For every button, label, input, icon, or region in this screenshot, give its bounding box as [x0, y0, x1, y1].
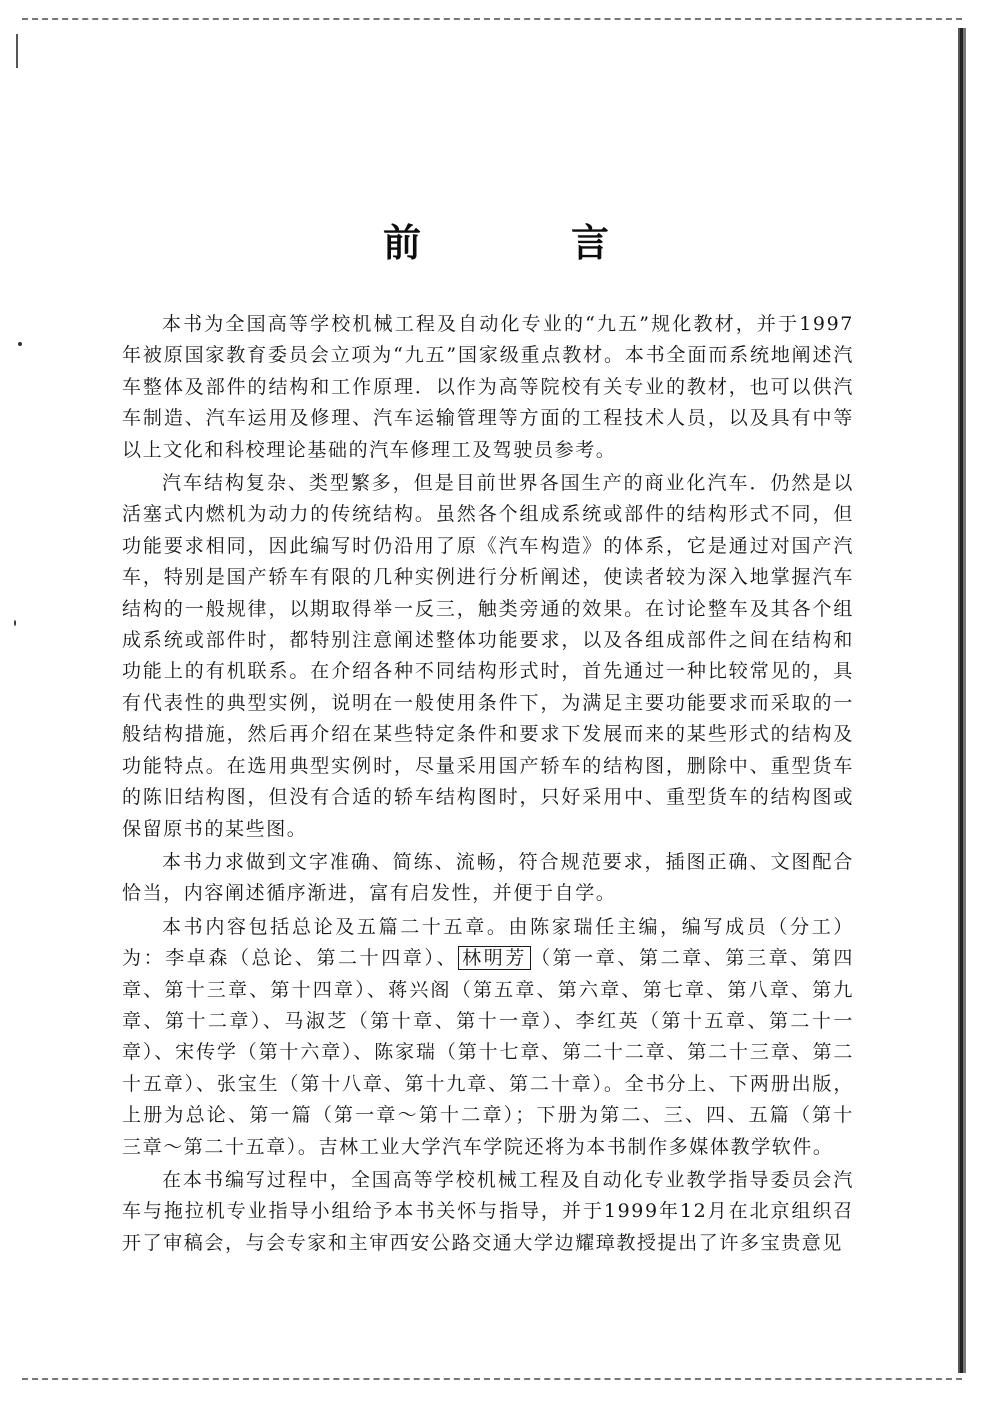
page-title: 前 言 [382, 221, 665, 265]
paragraph-3: 本书力求做到文字准确、简练、流畅，符合规范要求，插图正确、文图配合恰当，内容阐述循序渐进，富有启发性，并便于自学。 [122, 850, 854, 905]
paragraph-2: 汽车结构复杂、类型繁多，但是目前世界各国生产的商业化汽车．仍然是以活塞式内燃机为动力的传统结构。虽然各个组成系统或部件的结构形式不同，但功能要求相同，因此编写时仍沿用了原《汽车构造》的体系，它是通过对国产汽车，特别是国产轿车有限的几种实例进行分析阐述，使读者较为深入地掌握汽车结构的一般规律，以期取得举一反三，触类旁通的效果。在讨论整车及其各个组成系统或部件时，都特别注意阐述整体功能要求，以及各组成部件之间在结构和功能上的有机联系。在介绍各种不同结构形式时，首先通过一种比较常见的，具有代表性的典型实例，说明在一般使用条件下，为满足主要功能要求而采取的一般结构措施，然后再介绍在某些特定条件和要求下发展而来的某些形式的结构及功能特点。在选用典型实例时，尽量采用国产轿车的结构图，删除中、重型货车的陈旧结构图，但没有合适的轿车结构图时，只好采用中、重型货车的结构图或保留原书的某些图。 [122, 472, 854, 840]
scan-edge-top [22, 18, 962, 20]
scan-edge-left [16, 34, 18, 68]
paragraph-4-end: （第一章、第二章、第三章、第四章、第十三章、第十四章）、蒋兴阁（第五章、第六章、第七章、第八章、第九章、第十二章）、马淑芝（第十章、第十一章）、李红英（第十五章、第二十一章）、宋传学（第十六章）、陈家瑞（第十七章、第二十二章、第二十三章、第二十五章）、张宝生（第十八章、第十九章、第二十章）。全书分上、下两册出版，上册为总论、第一篇（第一章～第十二章）；下册为第二、三、四、五篇（第十三章～第二十五章）。吉林工业大学汽车学院还将为本书制作多媒体教学软件。 [122, 947, 854, 1158]
scan-speck [18, 342, 22, 346]
body-text [122, 309, 854, 1261]
scan-edge-bottom [22, 1378, 962, 1380]
paragraph-4 [122, 912, 854, 1163]
paragraph-4-start: 本书内容包括总论及五篇二十五章。由陈家瑞任主编，编写成员（分工）为：李卓森（总论、第二十四章）、 [122, 915, 854, 970]
scan-speck [14, 620, 16, 626]
boxed-author-name: 林明芳 [458, 946, 531, 970]
paragraph-1: 本书为全国高等学校机械工程及自动化专业的“九五”规化教材，并于1997年被原国家教育委员会立项为“九五”国家级重点教材。本书全面而系统地阐述汽车整体及部件的结构和工作原理．以作为高等院校有关专业的教材，也可以供汽车制造、汽车运用及修理、汽车运输管理等方面的工程技术人员，以及具有中等以上文化和科校理论基础的汽车修理工及驾驶员参考。 [122, 313, 854, 461]
paragraph-5: 在本书编写过程中，全国高等学校机械工程及自动化专业教学指导委员会汽车与拖拉机专业指导小组给予本书关怀与指导，并于1999年12月在北京组织召开了审稿会，与会专家和主审西安公路交通大学边耀璋教授提出了许多宝贵意见 [122, 1168, 854, 1254]
